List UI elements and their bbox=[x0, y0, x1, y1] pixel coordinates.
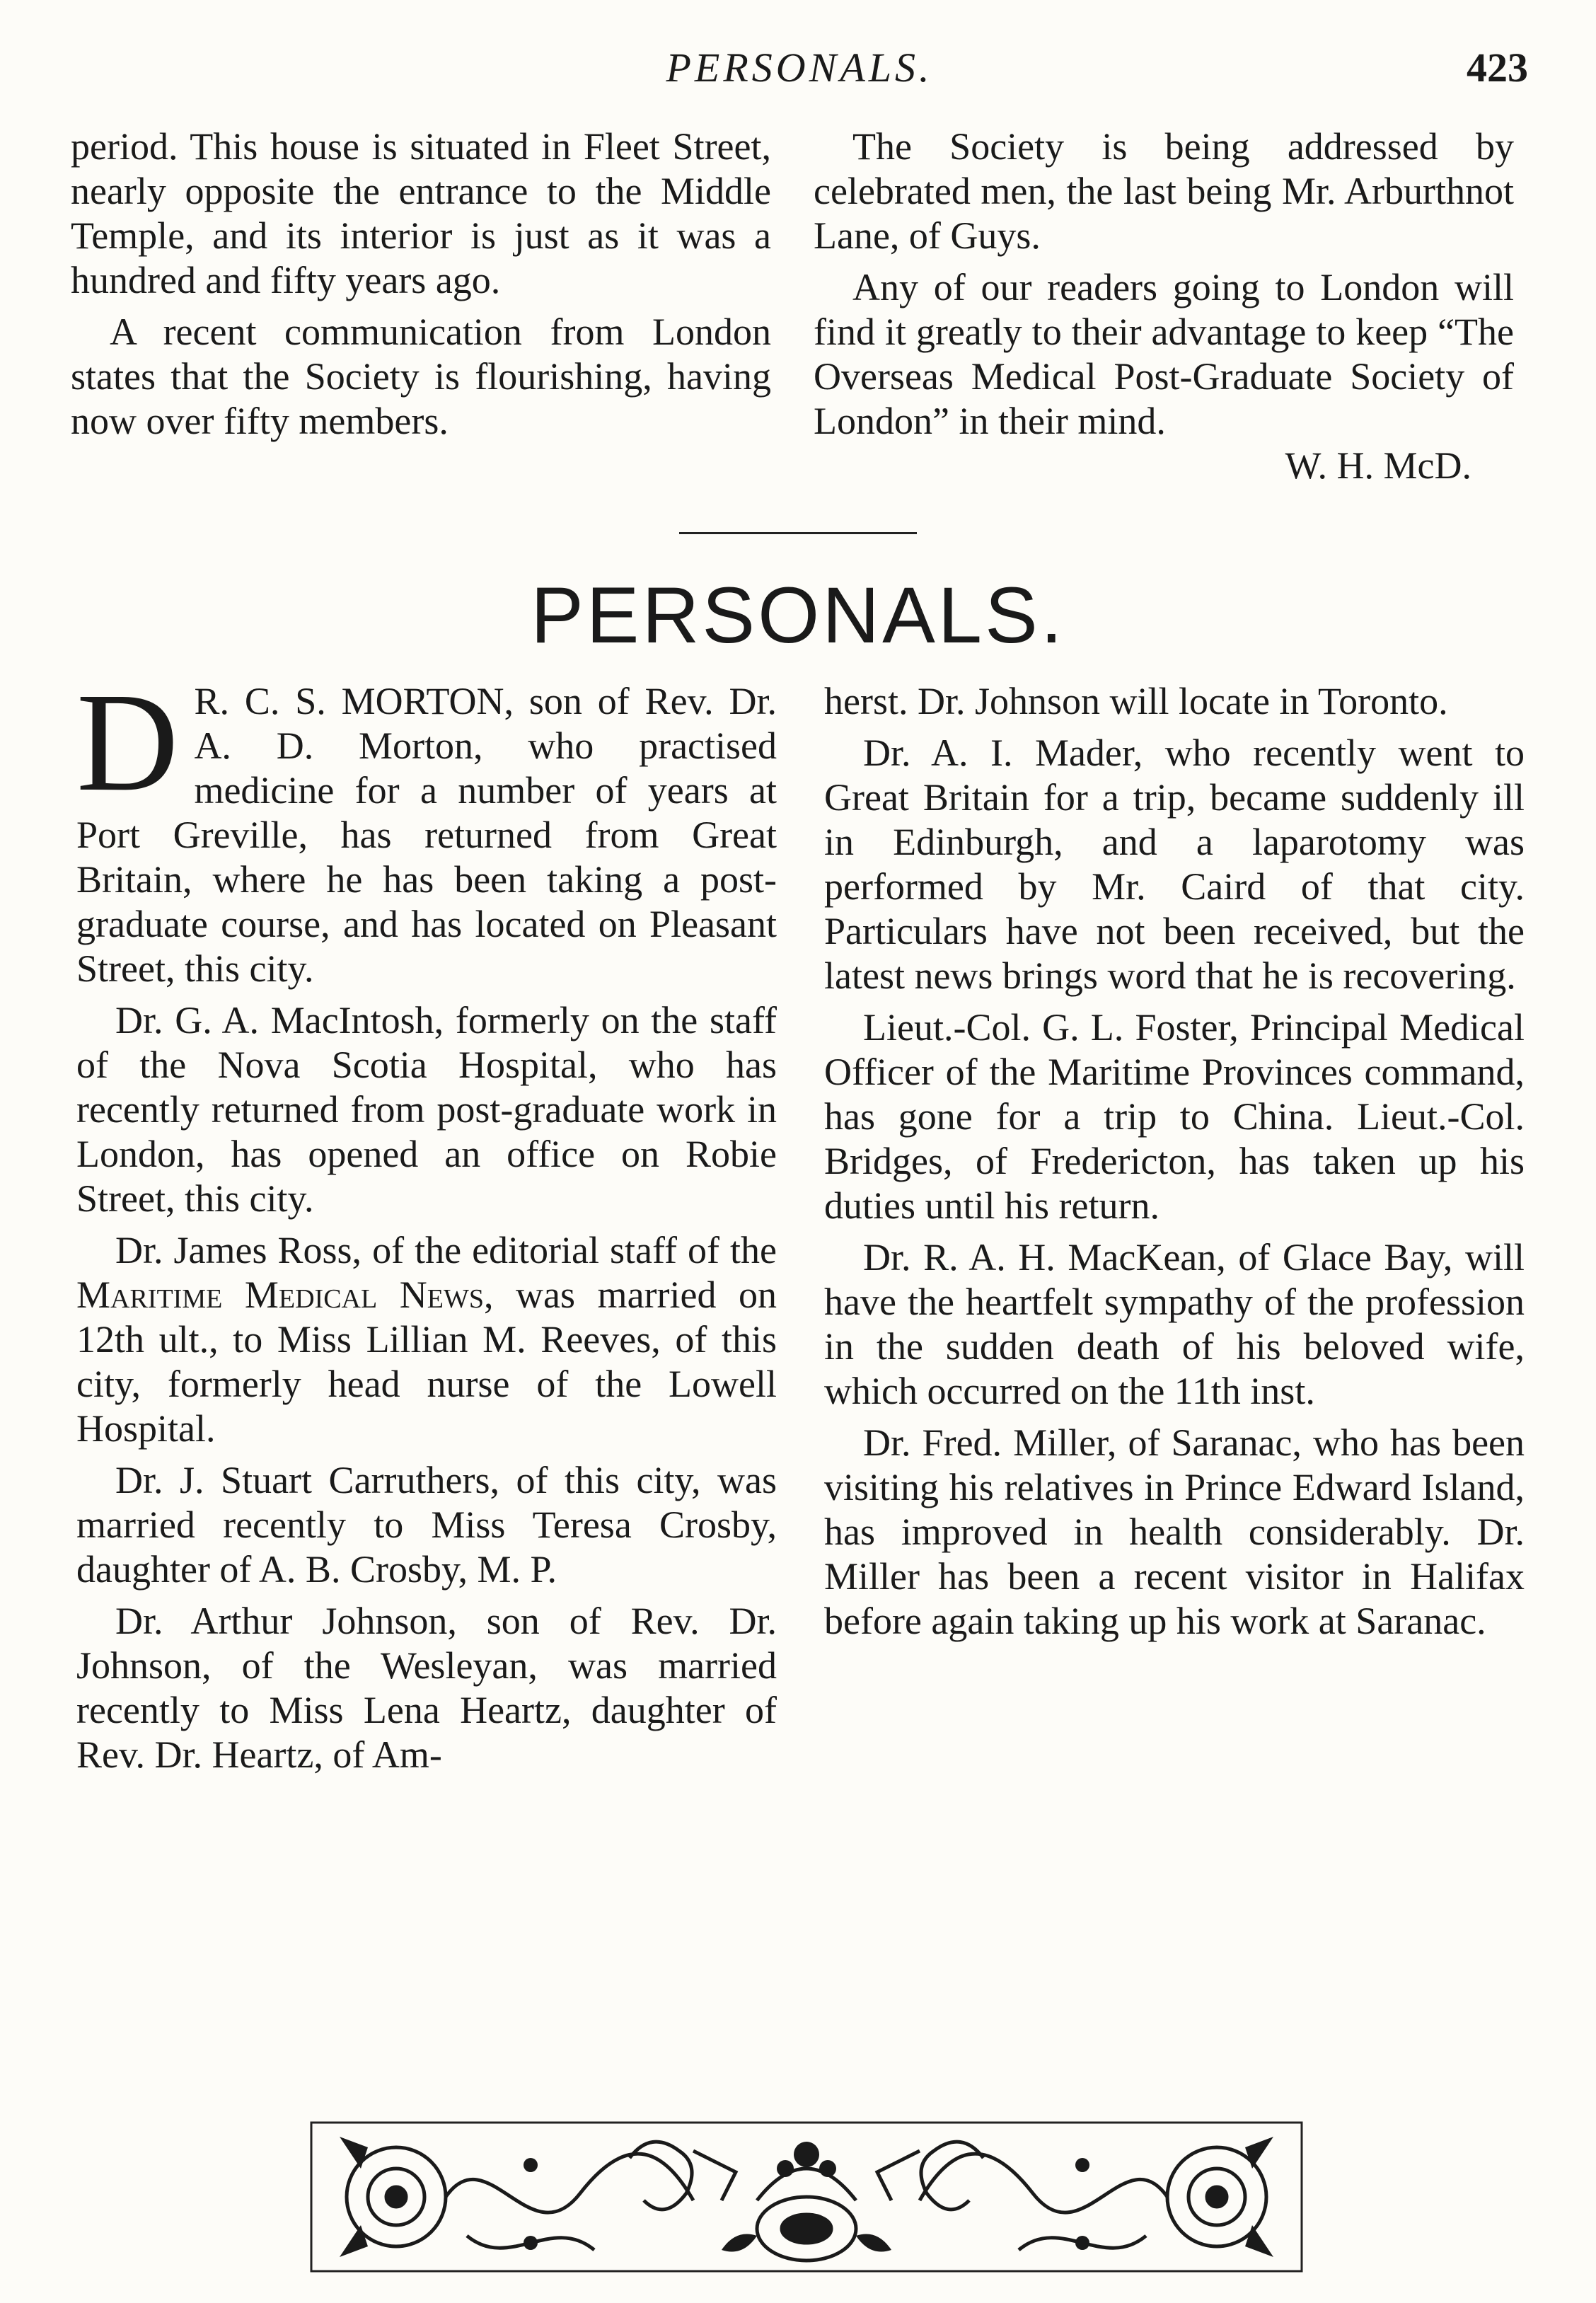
page-number: 423 bbox=[1467, 45, 1528, 91]
paragraph: Dr. Arthur Johnson, son of Rev. Dr. Johnson, of the Wesleyan, was married recently to Miss Lena Heartz, daughter of Rev. Dr. Heartz, of Am- bbox=[76, 1600, 777, 1776]
paragraph: period. This house is situated in Fleet Street, nearly opposite the entrance to the Middle Temple, and its interior is just as it was a hundred and fifty years ago. bbox=[71, 125, 771, 301]
paragraph: Dr. R. A. H. MacKean, of Glace Bay, will have the heartfelt sympathy of the profession in the sudden death of his beloved wife, which occurred on the 11th inst. bbox=[824, 1236, 1525, 1412]
paragraph: Any of our readers going to London will find it greatly to their advantage to keep “The Overseas Medical Post-Graduate Society of London” in their mind. bbox=[814, 266, 1514, 442]
journal-name: Maritime Medical News, bbox=[76, 1274, 494, 1316]
running-head bbox=[71, 44, 1528, 100]
bottom-right-column bbox=[824, 679, 1525, 1644]
paragraph-text: R. C. S. MORTON, son of Rev. Dr. A. D. Morton, who practised medicine for a number of years at Port Greville, has returned from Great Britain, where he has been taking a post-graduate course, and has located on Pleasant Street, this city. bbox=[76, 680, 777, 990]
paragraph: Dr. A. I. Mader, who recently went to Great Britain for a trip, became suddenly ill in Edinburgh, and a laparotomy was performed by Mr. Caird of that city. Particulars have not been received, but the latest news brings word that he is recovering. bbox=[824, 732, 1525, 997]
paragraph: herst. Dr. Johnson will locate in Toronto. bbox=[824, 680, 1448, 722]
paragraph: Dr. Fred. Miller, of Saranac, who has been visiting his relatives in Prince Edward Island, has improved in health considerably. Dr. Miller has been a recent visitor in Halifax before again taking up his work at Saranac. bbox=[824, 1421, 1525, 1642]
bottom-left-column bbox=[76, 664, 777, 1777]
section-heading: PERSONALS. bbox=[531, 571, 1065, 659]
paragraph-text: Dr. James Ross, of the editorial staff of the bbox=[115, 1229, 777, 1271]
paragraph: Lieut.-Col. G. L. Foster, Principal Medical Officer of the Maritime Provinces command, has gone for a trip to China. Lieut.-Col. Bridges, of Fredericton, has taken up his duties until his return. bbox=[824, 1006, 1525, 1227]
signature: W. H. McD. bbox=[1285, 444, 1471, 487]
section-divider bbox=[679, 532, 917, 534]
paragraph: A recent communication from London states that the Society is flourishing, having now over fifty members. bbox=[71, 311, 771, 442]
paragraph-morton bbox=[76, 664, 777, 991]
paragraph: Dr. G. A. MacIntosh, formerly on the staff of the Nova Scotia Hospital, who has recently returned from post-graduate work in London, has opened an office on Robie Street, this city. bbox=[76, 999, 777, 1220]
paragraph: The Society is being addressed by celebrated men, the last being Mr. Arburthnot Lane, of Guys. bbox=[814, 125, 1514, 257]
running-title: PERSONALS. bbox=[666, 45, 933, 91]
signature-line bbox=[814, 444, 1514, 488]
top-right-column bbox=[814, 125, 1514, 488]
top-left-column bbox=[71, 125, 771, 444]
paragraph: Dr. J. Stuart Carruthers, of this city, was married recently to Miss Teresa Crosby, daughter of A. B. Crosby, M. P. bbox=[76, 1459, 777, 1591]
paragraph-ross bbox=[76, 1228, 777, 1451]
drop-cap: D bbox=[76, 664, 179, 821]
floral-griffin-ornament-icon bbox=[297, 2108, 1316, 2285]
paragraph-text: was married on 12th ult., to Miss Lillian M. Reeves, of this city, formerly head nurse of the Lowell Hospital. bbox=[76, 1274, 777, 1450]
